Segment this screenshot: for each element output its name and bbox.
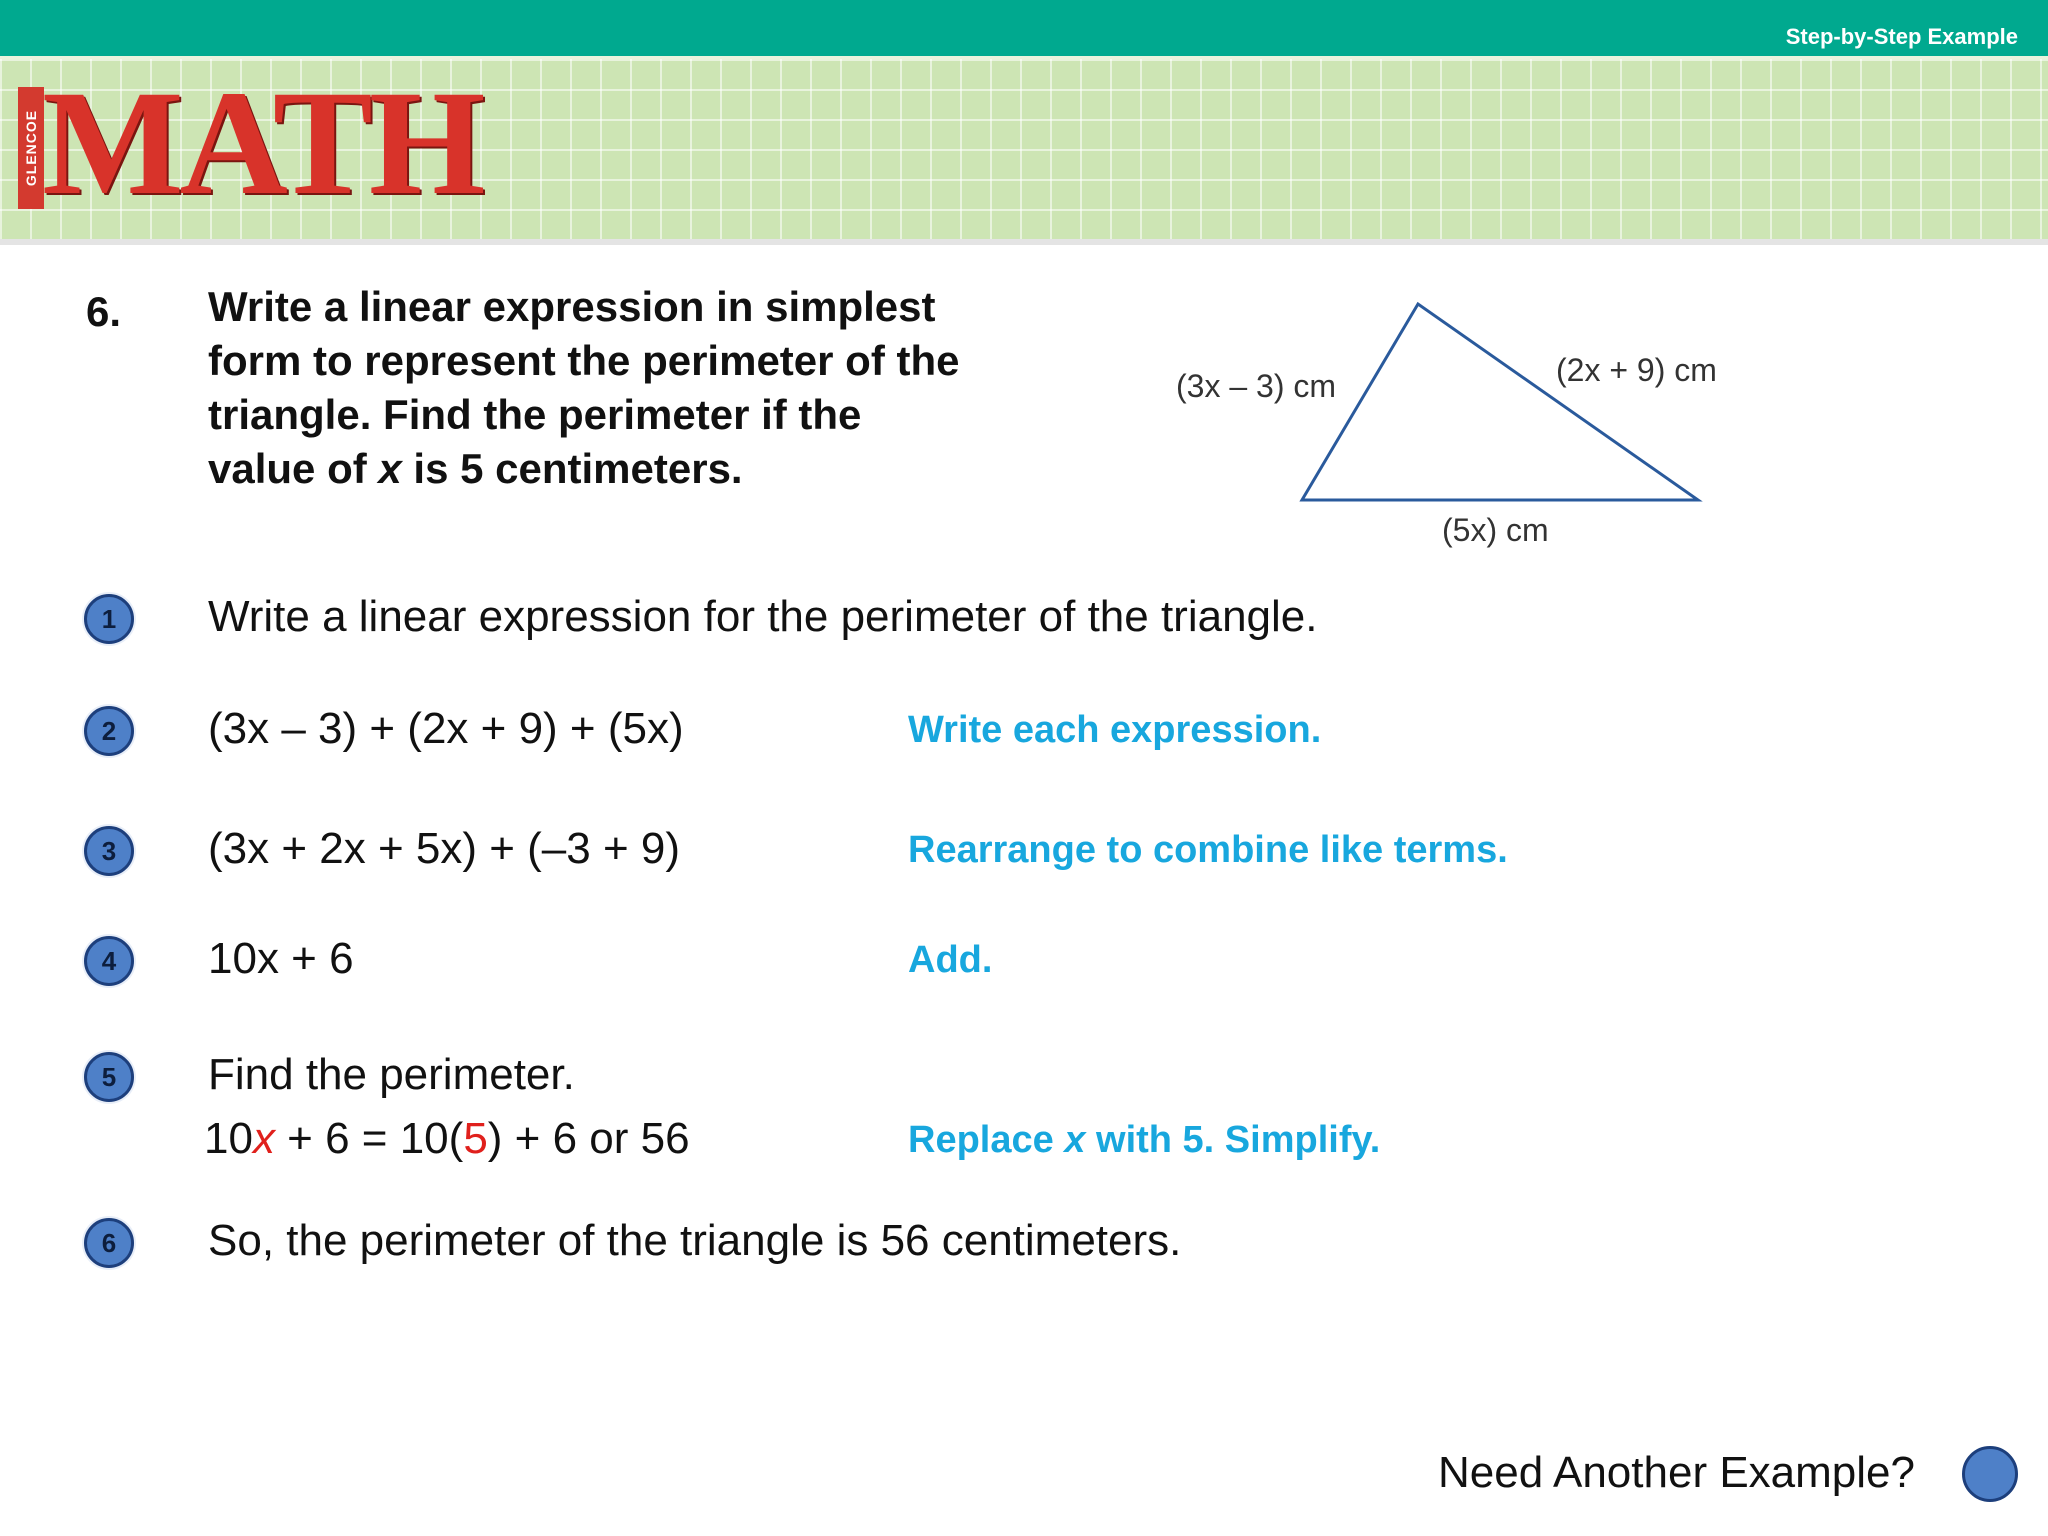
need-another-example-label: Need Another Example? bbox=[1438, 1448, 1915, 1497]
step-4-note: Add. bbox=[908, 939, 993, 981]
step-1-text: Write a linear expression for the perimeter of the triangle. bbox=[208, 592, 1318, 641]
section-label: Step-by-Step Example bbox=[1785, 24, 2018, 49]
step-5-note: Replace x with 5. Simplify. bbox=[908, 1119, 1381, 1161]
logo-text: MATH bbox=[42, 60, 482, 226]
step-6-text: So, the perimeter of the triangle is 56 centimeters. bbox=[208, 1216, 1182, 1265]
step-2-note: Write each expression. bbox=[908, 709, 1322, 751]
step-2-badge[interactable]: 2 bbox=[84, 706, 134, 756]
step-5-badge[interactable]: 5 bbox=[84, 1052, 134, 1102]
problem-number: 6. bbox=[86, 288, 122, 335]
step-3-text: (3x + 2x + 5x) + (–3 + 9) bbox=[208, 824, 681, 873]
step-3-badge[interactable]: 3 bbox=[84, 826, 134, 876]
step-4-badge[interactable]: 4 bbox=[84, 936, 134, 986]
step-2-text: (3x – 3) + (2x + 9) + (5x) bbox=[208, 704, 684, 753]
step-5-text: Find the perimeter. bbox=[208, 1050, 575, 1099]
step-5-equation: 10x + 6 = 10(5) + 6 or 56 bbox=[204, 1114, 690, 1163]
step-4-text: 10x + 6 bbox=[208, 934, 354, 983]
step-1-badge[interactable]: 1 bbox=[84, 594, 134, 644]
header-banner bbox=[0, 56, 2048, 245]
problem-statement: Write a linear expression in simplest form to represent the perimeter of the triangle. Find the perimeter if the value of x is 5 centimeters. bbox=[208, 283, 960, 492]
step-3-note: Rearrange to combine like terms. bbox=[908, 829, 1508, 871]
top-bar bbox=[0, 0, 2048, 56]
triangle-right-side-label: (2x + 9) cm bbox=[1556, 352, 1717, 388]
triangle-bottom-side-label: (5x) cm bbox=[1442, 512, 1549, 548]
need-another-example-button[interactable] bbox=[1962, 1446, 2018, 1502]
triangle-left-side-label: (3x – 3) cm bbox=[1176, 368, 1337, 404]
step-6-badge[interactable]: 6 bbox=[84, 1218, 134, 1268]
triangle-shape bbox=[1302, 304, 1698, 500]
logo-tab: GLENCOE bbox=[18, 87, 44, 209]
